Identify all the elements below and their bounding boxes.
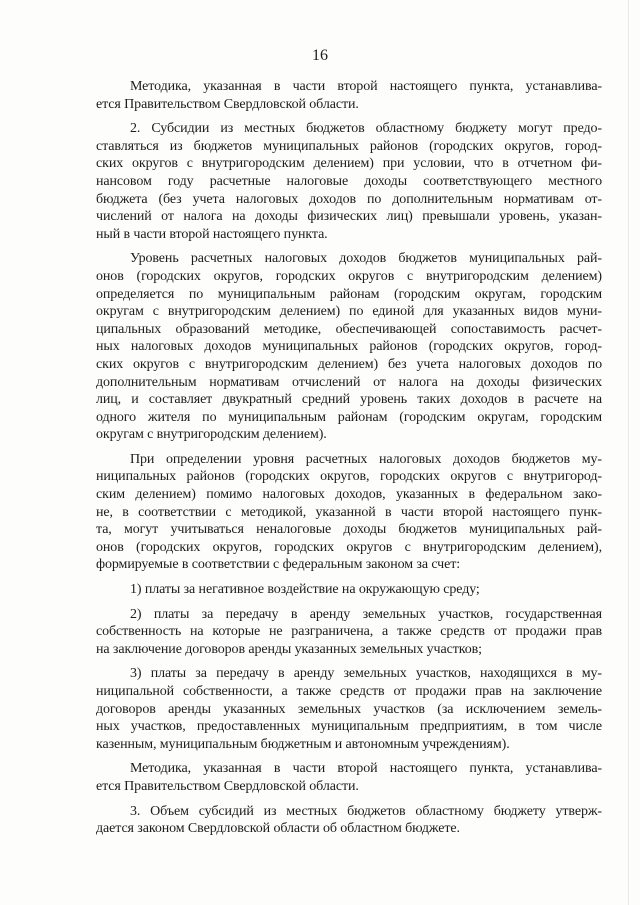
text-line: дается законом Свердловской области об областном бюджете. <box>96 821 460 837</box>
text-line: казенным, муниципальным бюджетным и автономным учреждениям). <box>96 736 510 752</box>
text-line: 2. Субсидии из местных бюджетов областному бюджету могут предо- <box>130 121 602 137</box>
text-line: Уровень расчетных налоговых доходов бюджетов муниципальных рай- <box>130 251 602 267</box>
text-line: собственность на которые не разграничена, а также средств от продажи прав <box>96 624 602 640</box>
text-line: онов (городских округов, городских округов с внутригородским делением) <box>96 268 602 284</box>
text-line: ный в части второй настоящего пункта. <box>96 226 328 242</box>
text-line: определяется по муниципальным районам (городским округам, городским <box>96 286 602 302</box>
text-line: Методика, указанная в части второй настоящего пункта, устанавлива- <box>130 761 602 777</box>
paragraph <box>96 803 602 838</box>
paragraph <box>96 451 602 574</box>
text-line: бюджета (без учета налоговых доходов по дополнительным нормативам от- <box>96 191 602 207</box>
text-line: округам с внутригородским делением). <box>96 427 327 443</box>
text-line: ских округов с внутригородским делением) при условии, что в отчетном фи- <box>96 156 602 172</box>
text-line: онов (городских округов, городских округов с внутригородским делением), <box>96 539 602 555</box>
text-line: 2) платы за передачу в аренду земельных участков, государственная <box>130 606 602 622</box>
text-line: ется Правительством Свердловской области. <box>96 778 359 794</box>
text-line: При определении уровня расчетных налоговых доходов бюджетов му- <box>130 451 602 467</box>
text-line: округам с внутригородским делением) по единой для указанных видов муни- <box>96 304 602 320</box>
text-line: ных налоговых доходов муниципальных районов (городских округов, город- <box>96 339 602 355</box>
paragraph <box>96 581 602 599</box>
text-line: 1) платы за негативное воздействие на окружающую среду; <box>130 582 480 598</box>
text-line: Методика, указанная в части второй настоящего пункта, устанавлива- <box>130 79 602 94</box>
paragraph <box>96 78 602 113</box>
text-line: числений от налога на доходы физических лиц) превышали уровень, указан- <box>96 209 602 225</box>
text-line: не, в соответствии с методикой, указанной в части второй настоящего пунк- <box>96 504 602 520</box>
text-line: 3) платы за передачу в аренду земельных участков, находящихся в му- <box>130 666 602 682</box>
text-line: одного жителя по муниципальным районам (городским округам, городским <box>96 409 602 425</box>
text-line: ется Правительством Свердловской области. <box>96 96 359 112</box>
paragraph <box>96 760 602 795</box>
text-line: та, могут учитываться неналоговые доходы бюджетов муниципальных рай- <box>96 522 602 538</box>
scan-edge <box>628 0 629 905</box>
document-body <box>96 78 602 838</box>
text-line: дополнительным нормативам отчислений от налога на доходы физических <box>96 374 602 390</box>
paragraph <box>96 606 602 659</box>
text-line: ских округов с внутригородским делением) без учета налоговых доходов по <box>96 356 602 372</box>
text-line: ставляться из бюджетов муниципальных районов (городских округов, город- <box>96 138 602 154</box>
text-line: на заключение договоров аренды указанных земельных участков; <box>96 641 482 657</box>
paragraph <box>96 120 602 243</box>
text-line: ниципальной собственности, а также средств от продажи прав на заключение <box>96 684 602 699</box>
text-line: ским делением) помимо налоговых доходов, указанных в федеральном зако- <box>96 487 602 503</box>
text-line: лиц, и составляет двукратный средний уровень таких доходов в расчете на <box>96 392 602 408</box>
text-line: ниципальных районов (городских округов, городских округов с внутригород- <box>96 469 602 485</box>
text-line: ных участков, предоставленных муниципальным предприятиям, в том числе <box>96 719 602 735</box>
page-number: 16 <box>312 47 328 64</box>
text-line: формируемые в соответствии с федеральным законом за счет: <box>96 557 461 573</box>
paragraph <box>96 250 602 444</box>
text-line: 3. Объем субсидий из местных бюджетов областному бюджету утверж- <box>130 803 602 819</box>
paragraph <box>96 665 602 753</box>
text-line: ципальных образований методике, обеспечивающей сопоставимость расчет- <box>96 321 602 337</box>
text-line: договоров аренды указанных земельных участков (за исключением земель- <box>96 701 602 717</box>
text-line: нансовом году расчетные налоговые доходы соответствующего местного <box>96 173 602 189</box>
